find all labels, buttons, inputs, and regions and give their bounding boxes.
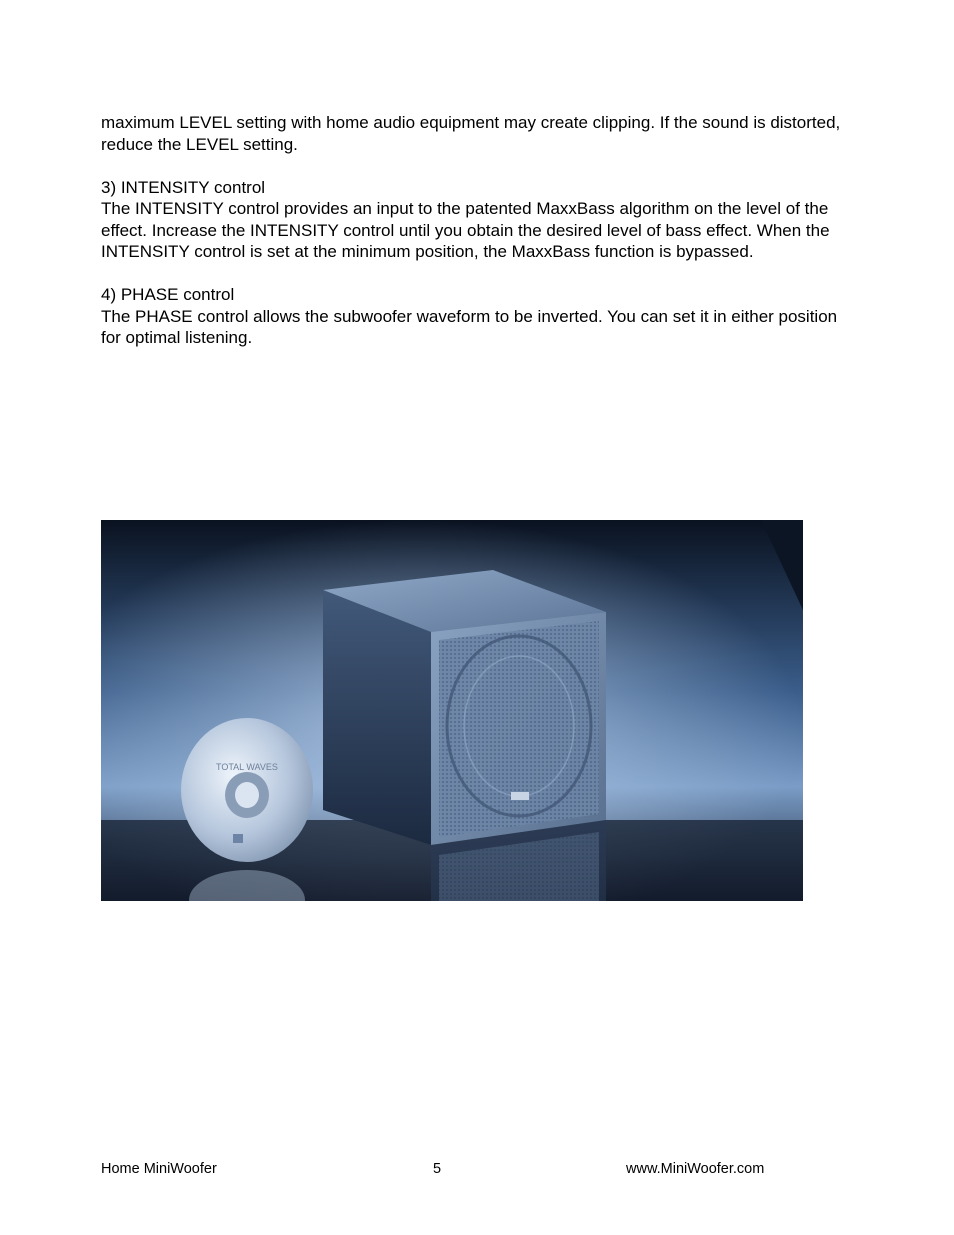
paragraph-intensity: The INTENSITY control provides an input to the patented MaxxBass algorithm on the level of the effect. Increase the INTENSITY control until you obtain the desired level of bass effect. When the INTENSITY control is set at the minimum position, the MaxxBass function is bypassed. xyxy=(101,199,830,261)
footer-right: www.MiniWoofer.com xyxy=(626,1161,765,1177)
heading-intensity-control: 3) INTENSITY control xyxy=(101,177,266,197)
heading-phase-control: 4) PHASE control xyxy=(101,285,235,304)
cd-label: TOTAL WAVES xyxy=(216,762,278,772)
subwoofer-photo xyxy=(101,520,803,901)
footer-left: Home MiniWoofer xyxy=(101,1161,217,1177)
page-number: 5 xyxy=(433,1161,442,1177)
paragraph-phase: The PHASE control allows the subwoofer waveform to be inverted. You can set it in either position for optimal listening. xyxy=(101,306,838,347)
body-text xyxy=(101,112,861,349)
paragraph-level-note: maximum LEVEL setting with home audio equipment may create clipping. If the sound is distorted, reduce the LEVEL setting. xyxy=(101,113,841,154)
